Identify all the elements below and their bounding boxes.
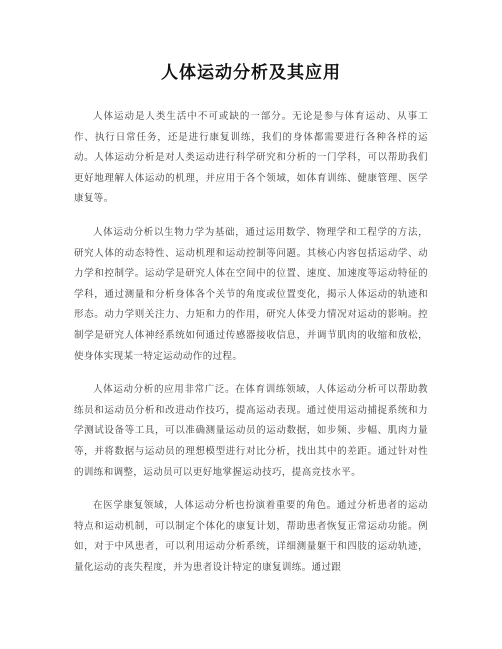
paragraph-3: 人体运动分析的应用非常广泛。在体育训练领域，人体运动分析可以帮助教练员和运动员分析和改进动作技巧，提高运动表现。通过使用运动捕捉系统和力学测试设备等工具，可以准确测量运动员的运动数据，如步频、步幅、肌肉力量等，并将数据与运动员的理想模型进行对比分析，找出其中的差距。通过针对性的训练和调整，运动员可以更好地掌握运动技巧，提高竞技水平。	[74, 384, 428, 478]
paragraph-2: 人体运动分析以生物力学为基础，通过运用数学、物理学和工程学的方法，研究人体的动态特性、运动机理和运动控制等问题。其核心内容包括运动学、动力学和控制学。运动学是研究人体在空间中的位置、速度、加速度等运动特征的学科，通过测量和分析身体各个关节的角度或位置变化，揭示人体运动的轨迹和形态。动力学则关注力、力矩和力的作用，研究人体受力情况对运动的影响。控制学是研究人体神经系统如何通过传感器接收信息，并调节肌肉的收缩和放松，使身体实现某一特定运动动作的过程。	[74, 226, 428, 362]
paragraph-4: 在医学康复领域，人体运动分析也扮演着重要的角色。通过分析患者的运动特点和运动机制，可以制定个体化的康复计划，帮助患者恢复正常运动功能。例如，对于中风患者，可以利用运动分析系统，详细测量躯干和四肢的运动轨迹，量化运动的丧失程度，并为患者设计特定的康复训练。通过跟	[74, 500, 428, 573]
document-body	[74, 107, 428, 578]
paragraph-1: 人体运动是人类生活中不可或缺的一部分。无论是参与体育运动、从事工作、执行日常任务，还是进行康复训练，我们的身体都需要进行各种各样的运动。人体运动分析是对人类运动进行科学研究和分析的一门学科，可以帮助我们更好地理解人体运动的机理，并应用于各个领域，如体育训练、健康管理、医学康复等。	[74, 111, 428, 205]
document-title: 人体运动分析及其应用	[161, 63, 341, 83]
